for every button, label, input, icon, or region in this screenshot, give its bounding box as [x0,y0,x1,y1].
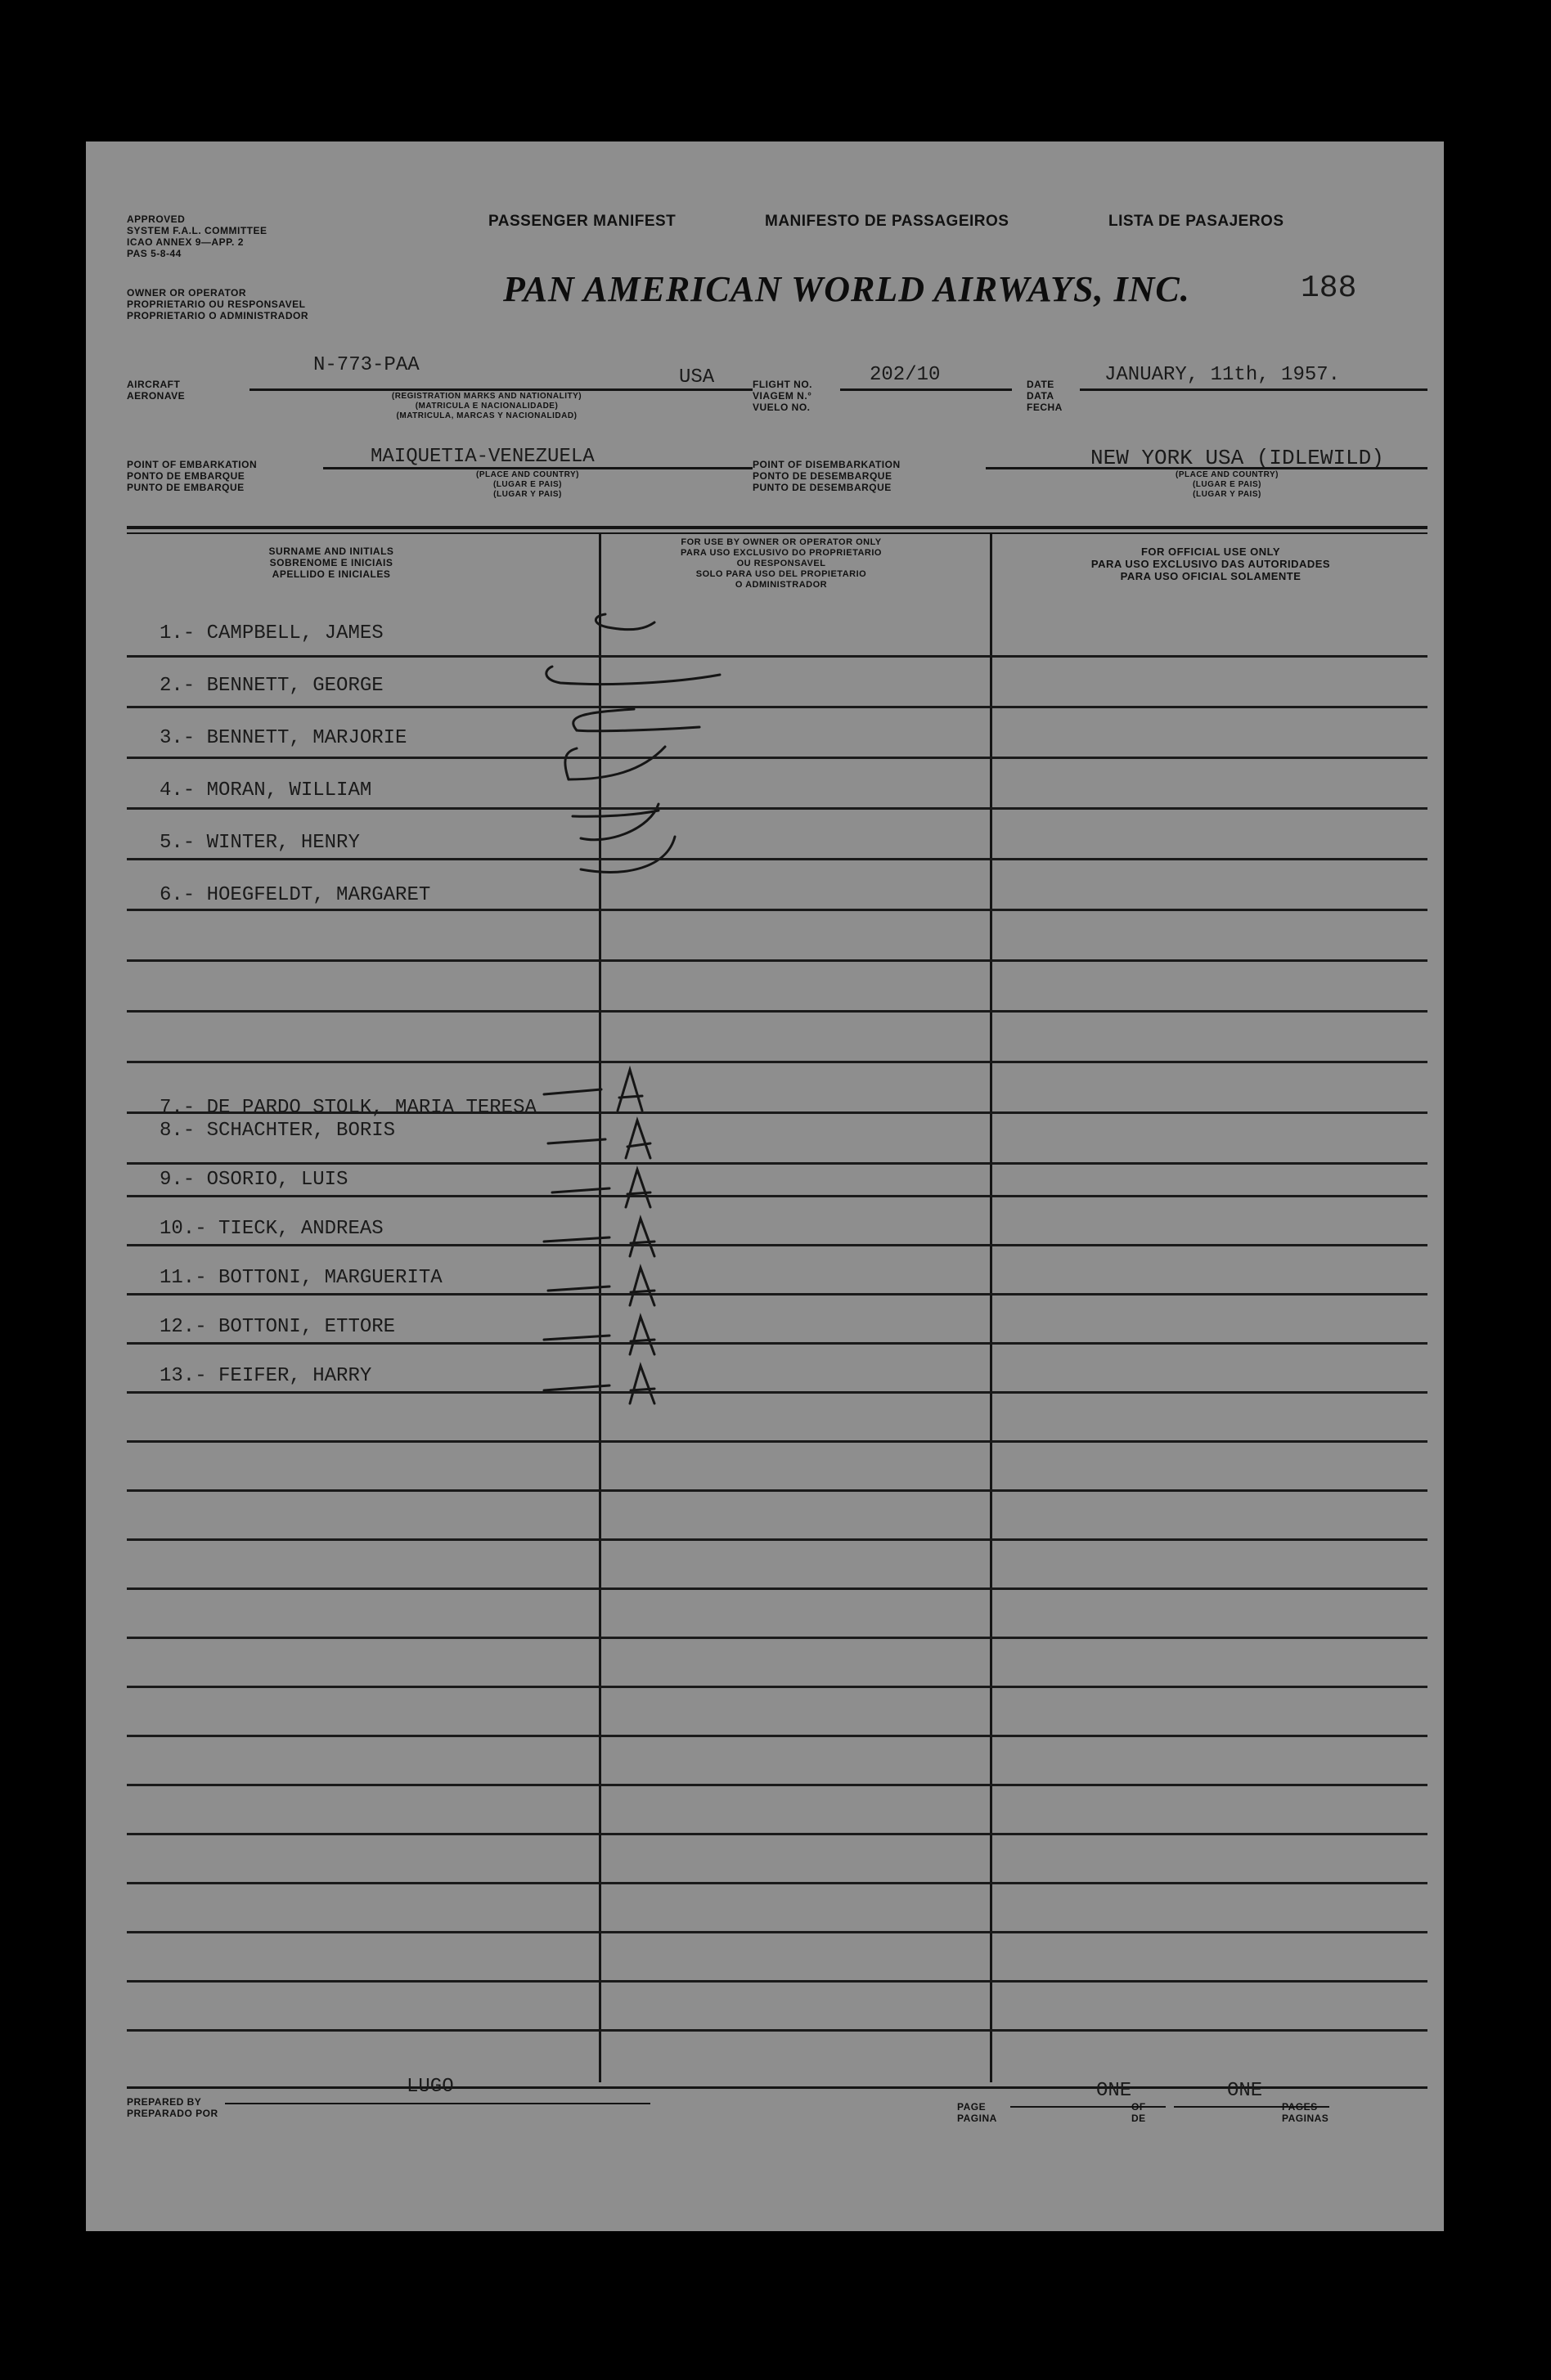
of-label-en: OF [1131,2101,1146,2113]
page-label-pt: PAGINA [957,2113,997,2124]
row-rule [127,1111,1427,1114]
disembarkation-sub: (LUGAR E PAIS) [1192,480,1262,489]
row-rule [127,1391,1427,1394]
passenger-row: 6.- HOEGFELDT, MARGARET [160,884,431,906]
title-pt: MANIFESTO DE PASSAGEIROS [765,213,1009,230]
row-rule [127,1637,1427,1639]
disembarkation-label-pt: PONTO DE DESEMBARQUE [753,470,892,482]
column-header-line: PARA USO EXCLUSIVO DO PROPRIETARIO [681,548,882,558]
flight-label [753,379,812,413]
page-label [957,2101,997,2124]
date-label-en: DATE [1027,379,1054,390]
passenger-row: 5.- WINTER, HENRY [160,832,360,854]
operator-name: PAN AMERICAN WORLD AIRWAYS, INC. [503,269,1190,309]
approval-line: SYSTEM F.A.L. COMMITTEE [127,225,267,236]
column-header-line: PARA USO OFICIAL SOLAMENTE [1120,570,1301,582]
column-header-line: FOR USE BY OWNER OR OPERATOR ONLY [681,537,882,547]
aircraft-sub: (MATRICULA, MARCAS Y NACIONALIDAD) [396,411,578,420]
of-label-pt: DE [1131,2113,1146,2124]
row-rule [127,959,1427,962]
column-header-line: PARA USO EXCLUSIVO DAS AUTORIDADES [1090,558,1331,570]
page-stamp: 188 [1301,271,1357,306]
column-header-line: O ADMINISTRADOR [735,580,828,590]
prepared-by-label [127,2096,218,2119]
aircraft-label-pt: AERONAVE [127,390,186,402]
pages-label [1282,2101,1328,2124]
column-header-line: SOLO PARA USO DEL PROPIETARIO [695,569,867,579]
embarkation-value: MAIQUETIA-VENEZUELA [371,446,595,468]
aircraft-sub: (REGISTRATION MARKS AND NATIONALITY) [391,392,582,401]
table-top-rule [127,526,1427,529]
table-top-rule [127,532,1427,534]
passenger-row: 2.- BENNETT, GEORGE [160,675,384,697]
page-label-en: PAGE [957,2101,987,2113]
page-number-value: ONE [1096,2080,1132,2102]
flight-underline [840,388,1012,391]
flight-label-en: FLIGHT NO. [753,379,812,390]
prepared-label-pt: PREPARADO POR [127,2108,218,2119]
row-rule [127,1538,1427,1541]
row-rule [127,1489,1427,1492]
passenger-row: 4.- MORAN, WILLIAM [160,779,372,802]
embarkation-sub: (PLACE AND COUNTRY) [476,470,579,479]
embarkation-label-en: POINT OF EMBARKATION [127,459,258,470]
aircraft-sublabels [250,392,724,421]
flight-value: 202/10 [870,364,941,386]
title-en: PASSENGER MANIFEST [488,213,677,230]
passenger-row: 7.- DE PARDO STOLK, MARIA TERESA [160,1097,537,1119]
prepared-underline [225,2103,650,2104]
disembarkation-underline [986,467,1427,469]
disembarkation-label [753,459,901,493]
row-rule [127,1931,1427,1933]
date-underline [1080,388,1427,391]
row-rule [127,655,1427,658]
passenger-row: 3.- BENNETT, MARJORIE [160,727,407,749]
column-header-line: SOBRENOME E INICIAIS [269,557,393,568]
row-rule [127,1440,1427,1443]
embarkation-label-es: PUNTO DE EMBARQUE [127,482,245,493]
embarkation-label-pt: PONTO DE EMBARQUE [127,470,245,482]
row-rule [127,1010,1427,1013]
pages-label-en: PAGES [1282,2101,1318,2113]
aircraft-label [127,379,185,402]
aircraft-nationality: USA [679,366,715,388]
aircraft-value: N-773-PAA [313,354,420,376]
date-value: JANUARY, 11th, 1957. [1104,364,1341,386]
aircraft-underline [250,388,753,391]
row-rule [127,1244,1427,1246]
column-divider [990,532,992,2082]
date-label-es: FECHA [1027,402,1063,413]
disembarkation-sublabels [1051,470,1403,500]
pages-label-pt: PAGINAS [1282,2113,1329,2124]
row-rule [127,1980,1427,1983]
row-rule [127,1784,1427,1786]
disembarkation-value: NEW YORK USA (IDLEWILD) [1090,446,1384,470]
approval-line: PAS 5-8-44 [127,248,182,259]
row-rule [127,2029,1427,2032]
aircraft-label-en: AIRCRAFT [127,379,181,390]
owner-line: OWNER OR OPERATOR [127,287,247,299]
prepared-by-value: LUGO [407,2076,454,2098]
row-rule [127,706,1427,708]
row-rule [127,1587,1427,1590]
passenger-row: 8.- SCHACHTER, BORIS [160,1120,396,1142]
embarkation-sub: (LUGAR Y PAIS) [493,490,562,499]
date-label [1027,379,1063,413]
passenger-row: 10.- TIECK, ANDREAS [160,1218,384,1240]
row-rule [127,1162,1427,1165]
disembarkation-label-en: POINT OF DISEMBARKATION [753,459,901,470]
column-header-owner-use [609,537,953,591]
passenger-row: 11.- BOTTONI, MARGUERITA [160,1267,443,1289]
aircraft-sub: (MATRICULA E NACIONALIDADE) [415,402,559,411]
column-header-name [168,546,495,580]
row-rule [127,757,1427,759]
passenger-row: 12.- BOTTONI, ETTORE [160,1316,396,1338]
row-rule [127,807,1427,810]
embarkation-sublabels [323,470,732,500]
row-rule [127,1061,1427,1063]
disembarkation-sub: (LUGAR Y PAIS) [1193,490,1261,499]
row-rule [127,1293,1427,1296]
column-header-official-use [998,546,1423,582]
column-header-line: APELLIDO E INICIALES [272,568,391,580]
row-rule [127,1833,1427,1835]
row-rule [127,1882,1427,1884]
flight-label-pt: VIAGEM N.° [753,390,812,402]
disembarkation-label-es: PUNTO DE DESEMBARQUE [753,482,892,493]
prepared-label-en: PREPARED BY [127,2096,202,2108]
disembarkation-sub: (PLACE AND COUNTRY) [1176,470,1279,479]
embarkation-sub: (LUGAR E PAIS) [492,480,563,489]
of-label [1131,2101,1146,2124]
manifest-sheet [86,141,1444,2231]
handwritten-a-marks [528,1062,789,1421]
row-rule [127,1195,1427,1197]
column-header-line: SURNAME AND INITIALS [268,546,394,557]
owner-line: PROPRIETARIO O ADMINISTRADOR [127,310,309,321]
row-rule [127,1735,1427,1737]
passenger-row: 1.- CAMPBELL, JAMES [160,622,384,644]
row-rule [127,1342,1427,1345]
row-rule [127,858,1427,860]
column-header-line: FOR OFFICIAL USE ONLY [1140,546,1281,558]
row-rule [127,909,1427,911]
date-label-pt: DATA [1027,390,1054,402]
flight-label-es: VUELO NO. [753,402,811,413]
approval-line: APPROVED [127,213,186,225]
row-rule [127,1686,1427,1688]
approval-block [127,213,267,259]
total-pages-value: ONE [1227,2080,1263,2102]
approval-line: ICAO ANNEX 9—APP. 2 [127,236,244,248]
title-es: LISTA DE PASAJEROS [1108,213,1284,230]
embarkation-underline [323,467,753,469]
passenger-row: 13.- FEIFER, HARRY [160,1365,372,1387]
embarkation-label [127,459,257,493]
column-header-line: OU RESPONSAVEL [736,559,826,568]
owner-operator-label [127,287,308,321]
passenger-row: 9.- OSORIO, LUIS [160,1169,348,1191]
owner-line: PROPRIETARIO OU RESPONSAVEL [127,299,306,310]
